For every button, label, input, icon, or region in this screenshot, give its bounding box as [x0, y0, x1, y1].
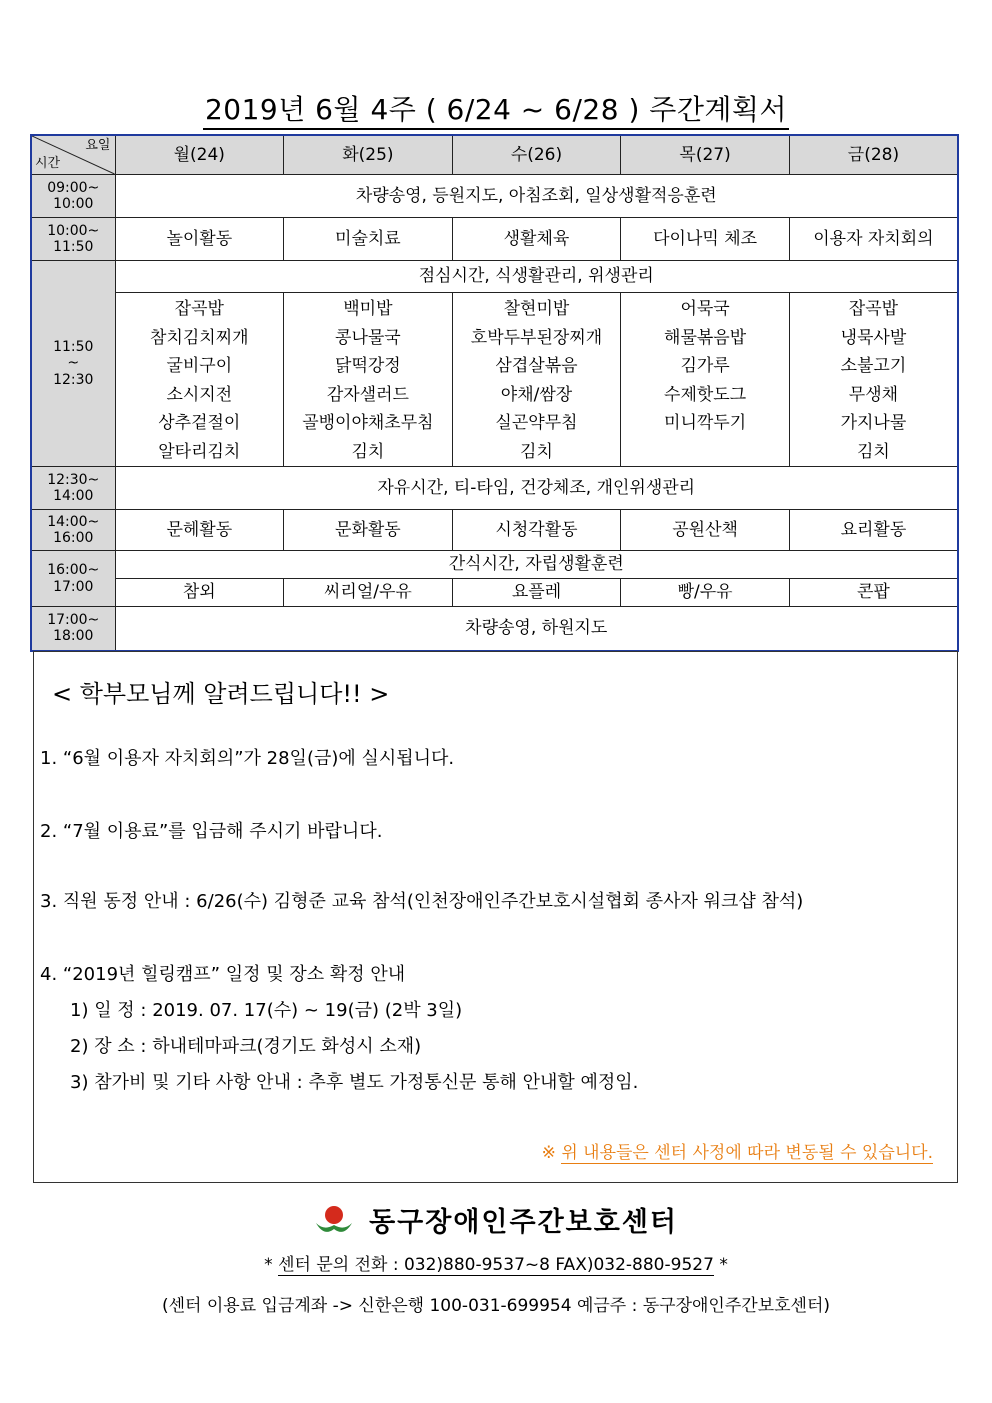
center-logo-icon — [314, 1203, 354, 1237]
activity-cell: 미술치료 — [284, 218, 453, 261]
notice-item-3: 3. 직원 동정 안내 : 6/26(수) 김형준 교육 참석(인천장애인주간보호시설협회 종사자 워크샵 참석) — [40, 891, 804, 912]
page-title — [0, 88, 992, 128]
row-snack-title — [31, 551, 958, 579]
notice-item-1: 1. “6월 이용자 자치회의”가 28일(금)에 실시됩니다. — [40, 748, 455, 769]
row-snack-items — [31, 579, 958, 607]
row-1000 — [31, 218, 958, 261]
row-1230 — [31, 467, 958, 510]
warning-text: 위 내용들은 센터 사정에 따라 변동될 수 있습니다. — [561, 1143, 933, 1163]
contact-star-right: * — [719, 1255, 728, 1275]
activity-cell: 공원산책 — [621, 510, 790, 551]
time-cell: 14:00~ 16:00 — [31, 510, 115, 551]
activity-cell: 다이나믹 체조 — [621, 218, 790, 261]
notice-warning — [542, 1138, 933, 1163]
activity-cell: 문헤활동 — [115, 510, 284, 551]
time-cell: 09:00~ 10:00 — [31, 175, 115, 218]
contact-star-left: * — [264, 1255, 273, 1275]
menu-cell-tue: 백미밥 콩나물국 닭떡강정 감자샐러드 골뱅이야채초무침 김치 — [284, 293, 453, 467]
row-lunch-menu — [31, 293, 958, 467]
contact-line — [0, 1250, 992, 1275]
activity-cell: 요리활동 — [789, 510, 958, 551]
contact-text: 센터 문의 전화 : 032)880-9537~8 FAX)032-880-9527 — [278, 1255, 714, 1275]
notice-box — [33, 651, 958, 1183]
activity-cell: 차량송영, 등원지도, 아침조회, 일상생활적응훈련 — [115, 175, 958, 218]
day-header-wed: 수(26) — [452, 135, 621, 175]
menu-cell-fri: 잡곡밥 냉묵사발 소불고기 무생채 가지나물 김치 — [789, 293, 958, 467]
row-1700 — [31, 607, 958, 651]
activity-cell: 문화활동 — [284, 510, 453, 551]
row-1400 — [31, 510, 958, 551]
notice-sub-3: 3) 참가비 및 기타 사항 안내 : 추후 별도 가정통신문 통해 안내할 예정임. — [70, 1072, 639, 1093]
activity-cell: 놀이활동 — [115, 218, 284, 261]
center-brand — [0, 1200, 992, 1239]
day-header-fri: 금(28) — [789, 135, 958, 175]
time-cell: 12:30~ 14:00 — [31, 467, 115, 510]
menu-cell-wed: 찰현미밥 호박두부된장찌개 삼겹살볶음 야채/쌈장 실곤약무침 김치 — [452, 293, 621, 467]
notice-sub-1: 1) 일 정 : 2019. 07. 17(수) ~ 19(금) (2박 3일) — [70, 1000, 463, 1021]
day-header-mon: 월(24) — [115, 135, 284, 175]
menu-cell-mon: 잡곡밥 참치김치찌개 굴비구이 소시지전 상추겉절이 알타리김치 — [115, 293, 284, 467]
time-cell: 17:00~ 18:00 — [31, 607, 115, 651]
snack-cell: 씨리얼/우유 — [284, 579, 453, 607]
time-cell: 16:00~ 17:00 — [31, 551, 115, 607]
activity-cell: 이용자 자치회의 — [789, 218, 958, 261]
weekly-plan-table — [30, 134, 959, 652]
time-cell: 11:50 ~ 12:30 — [31, 261, 115, 467]
corner-cell — [31, 135, 115, 175]
row-0900 — [31, 175, 958, 218]
row-lunch-title — [31, 261, 958, 293]
snack-cell: 참외 — [115, 579, 284, 607]
notice-item-2: 2. “7월 이용료”를 입금해 주시기 바랍니다. — [40, 821, 383, 842]
time-cell: 10:00~ 11:50 — [31, 218, 115, 261]
activity-cell: 생활체육 — [452, 218, 621, 261]
snack-cell: 빵/우유 — [621, 579, 790, 607]
lunch-title-cell: 점심시간, 식생활관리, 위생관리 — [115, 261, 958, 293]
day-header-tue: 화(25) — [284, 135, 453, 175]
corner-day-label: 요일 — [85, 138, 111, 153]
activity-cell: 차량송영, 하원지도 — [115, 607, 958, 651]
center-name: 동구장애인주간보호센터 — [369, 1207, 678, 1238]
snack-cell: 콘팝 — [789, 579, 958, 607]
notice-sub-2: 2) 장 소 : 하내테마파크(경기도 화성시 소재) — [70, 1036, 422, 1057]
notice-item-4: 4. “2019년 힐링캠프” 일정 및 장소 확정 안내 — [40, 964, 406, 985]
corner-time-label: 시간 — [35, 156, 61, 172]
snack-cell: 요플레 — [452, 579, 621, 607]
bank-account-info: (센터 이용료 입금계좌 -> 신한은행 100-031-699954 예금주 : 동구장애인주간보호센터) — [161, 1296, 831, 1316]
warning-mark: ※ — [541, 1143, 556, 1163]
title-text: 2019년 6월 4주 ( 6/24 ~ 6/28 ) 주간계획서 — [203, 93, 789, 130]
header-row — [31, 135, 958, 175]
snack-title-cell: 간식시간, 자립생활훈련 — [115, 551, 958, 579]
activity-cell: 자유시간, 티-타임, 건강체조, 개인위생관리 — [115, 467, 958, 510]
day-header-thu: 목(27) — [621, 135, 790, 175]
menu-cell-thu: 어묵국 해물볶음밥 김가루 수제핫도그 미니깍두기 — [621, 293, 790, 467]
activity-cell: 시청각활동 — [452, 510, 621, 551]
notice-heading: < 학부모님께 알려드립니다!! > — [52, 680, 390, 708]
